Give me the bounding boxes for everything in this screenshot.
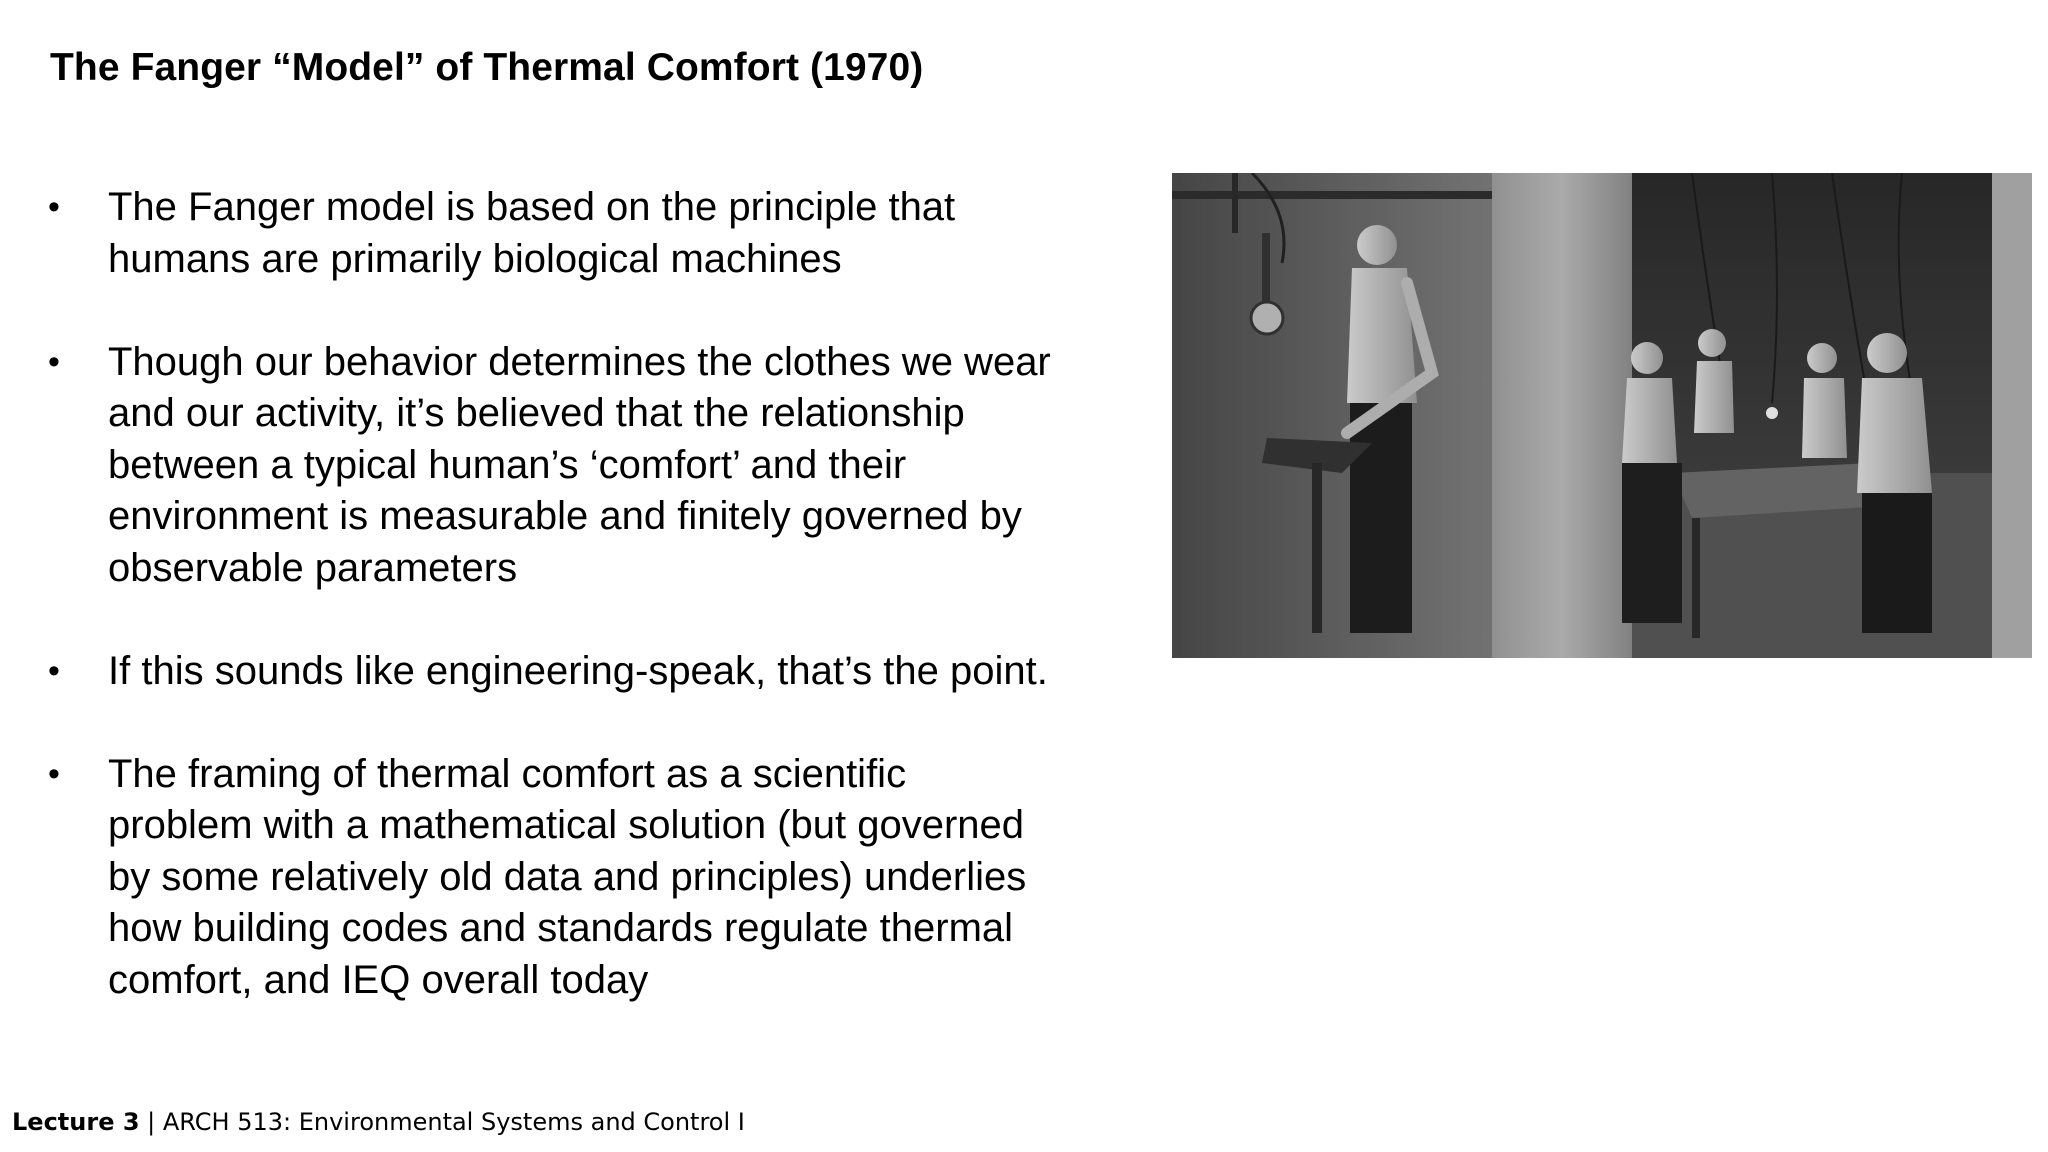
bullet-marker: • [48,754,60,793]
bullet-marker: • [48,651,60,690]
slide-footer [12,1108,745,1136]
bullet-line: If this sounds like engineering-speak, that’s the point. [108,648,1048,693]
bullet-line: environment is measurable and finitely governed by [108,494,1022,538]
bullet-list [48,182,1138,1058]
bullet-line: observable parameters [108,545,518,590]
bullet-line: how building codes and standards regulate thermal [108,906,1014,950]
bullet-item [48,646,1138,698]
bullet-line: The framing of thermal comfort as a scientific [108,751,907,796]
bullet-line: humans are primarily biological machines [108,236,842,281]
thermal-chamber-photo [1172,173,2032,658]
bullet-line: Though our behavior determines the clothes we wear [108,339,1051,384]
bullet-item [48,749,1138,1007]
bullet-item [48,182,1138,285]
bullet-line: between a typical human’s ‘comfort’ and their [108,442,907,487]
slide-title: The Fanger “Model” of Thermal Comfort (1970) [50,46,924,89]
footer-lecture: Lecture 3 [12,1108,140,1136]
footer-course: ARCH 513: Environmental Systems and Control I [162,1108,745,1136]
bullet-marker: • [48,342,60,381]
bullet-line: problem with a mathematical solution (but governed [108,803,1025,847]
bullet-item [48,337,1138,595]
bullet-marker: • [48,188,60,226]
bullet-line: and our activity, it’s believed that the relationship [108,391,965,435]
thermal-chamber-photo-illustration [1172,173,2032,658]
bullet-line: comfort, and IEQ overall today [108,957,649,1002]
bullet-line: The Fanger model is based on the principle that [108,185,956,229]
bullet-line: by some relatively old data and principles) underlies [108,854,1027,899]
footer-separator: | [139,1108,163,1136]
